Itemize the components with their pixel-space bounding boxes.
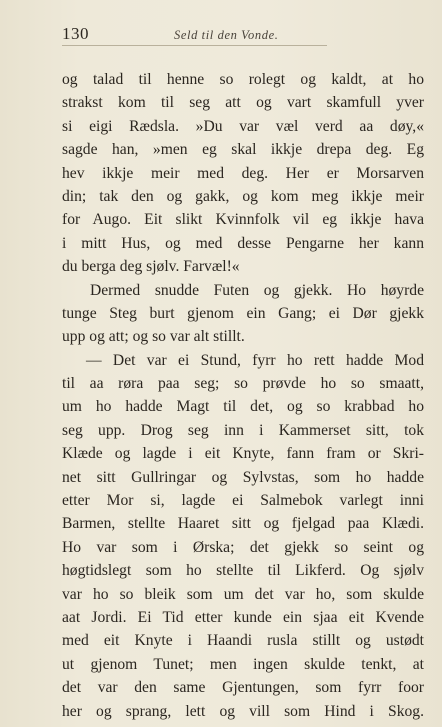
text-line: Ho var som i Ørska; det gjekk so seint og	[62, 538, 424, 556]
text-line: for Augo. Eit slikt Kvinnfolk vil eg ikkje hava	[62, 211, 424, 229]
text-line: sagde han, »men eg skal ikkje drepa deg. Eg	[62, 141, 424, 159]
text-line: og talad til henne so rolegt og kaldt, at ho	[62, 71, 424, 88]
text-line: ut gjenom Tunet; men ingen skulde tenkt, at	[62, 655, 424, 673]
text-line: du berga deg sjølv. Farvæl!«	[62, 258, 240, 276]
text-line: net sitt Gullringar og Sylvstas, som ho hadde	[62, 468, 424, 486]
text-line: Klæde og lagde i eit Knyte, fann fram or Skri-	[62, 445, 424, 463]
text-line: upp og att; og so var alt stillt.	[62, 328, 245, 346]
text-line: hev ikkje meir med deg. Her er Morsarven	[62, 164, 424, 182]
text-line: med eit Knyte i Haandi rusla stillt og ustødt	[62, 632, 424, 650]
text-line: det var den same Gjentungen, som fyrr foor	[62, 679, 424, 697]
body-text	[62, 68, 424, 723]
text-line: i mitt Hus, og med desse Pengarne her kann	[62, 234, 424, 252]
text-line: aat Jordi. Ei Tid etter kunde ein sjaa eit Kvende	[62, 608, 424, 626]
text-line: strakst kom til seg att og vart skamfull yver	[62, 94, 424, 112]
text-line: seg upp. Drog seg inn i Kammerset sitt, tok	[62, 421, 424, 439]
text-line: tunge Steg burt gjenom ein Gang; ei Dør gjekk	[62, 304, 424, 322]
text-line: Dermed snudde Futen og gjekk. Ho høyrde	[90, 281, 424, 299]
text-line: var ho so bleik som um det var ho, som skulde	[62, 585, 424, 603]
text-line: Barmen, stellte Haaret sitt og fjelgad paa Klædi.	[62, 515, 424, 533]
text-line: til aa røra paa seg; so prøvde ho so smaatt,	[62, 375, 424, 393]
page-number: 130	[62, 24, 89, 43]
text-line: din; tak den og gakk, og kom meg ikkje meir	[62, 187, 424, 205]
text-line: her og sprang, lett og vill som Hind i Skog.	[62, 702, 424, 720]
text-line: um ho hadde Magt til det, og so krabbad ho	[62, 398, 424, 416]
text-line: etter Mor si, lagde ei Salmebok varlegt inni	[62, 492, 424, 510]
header-rule	[62, 45, 327, 46]
text-line: — Det var ei Stund, fyrr ho rett hadde Mod	[86, 351, 424, 369]
running-title: Seld til den Vonde.	[174, 28, 279, 42]
text-line: si eigi Rædsla. »Du var væl verd aa døy,«	[62, 117, 424, 135]
text-line: høgtidslegt som ho stellte til Likferd. Og sjølv	[62, 562, 424, 580]
